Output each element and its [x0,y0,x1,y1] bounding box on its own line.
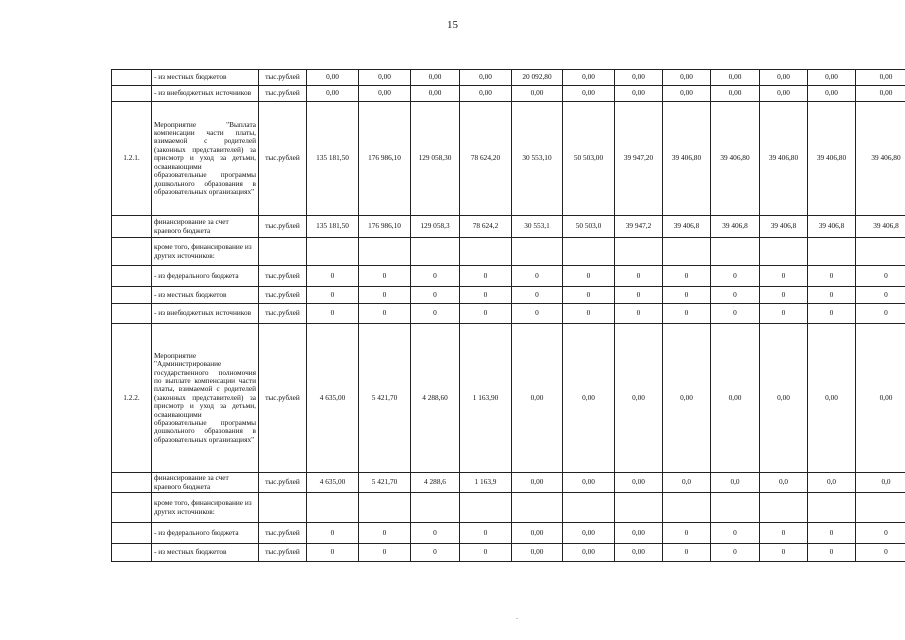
value-cell: 0,00 [512,324,563,473]
value-cell: 0,0 [760,473,808,493]
row-description: финансирование за счет краевого бюджета [152,216,259,238]
row-unit: тыс.рублей [259,216,307,238]
value-cell: 0 [760,523,808,544]
table-row [112,102,905,216]
value-cell: 50 503,00 [563,102,615,216]
value-cell [663,238,711,266]
row-code [112,266,152,287]
value-cell: 0,00 [808,70,856,86]
value-cell: 0 [711,523,760,544]
value-cell: 39 406,80 [711,102,760,216]
value-cell: 0 [808,523,856,544]
value-cell: 30 553,10 [512,102,563,216]
value-cell: 0,00 [808,324,856,473]
value-cell: 1 163,9 [460,473,512,493]
value-cell: 0 [359,266,411,287]
page-number: 15 [447,19,458,31]
value-cell: 0 [711,544,760,562]
table-row [112,70,905,86]
value-cell: 4 288,60 [411,324,460,473]
value-cell: 0 [808,287,856,304]
value-cell: 176 986,10 [359,102,411,216]
value-cell: 0 [760,544,808,562]
table-row [112,86,905,102]
table-row [112,238,905,266]
value-cell [359,238,411,266]
value-cell: 30 553,1 [512,216,563,238]
value-cell: 0,00 [512,544,563,562]
value-cell: 0 [359,523,411,544]
row-description: - из местных бюджетов [152,70,259,86]
value-cell: 0 [307,287,359,304]
value-cell [563,238,615,266]
row-description: - из федерального бюджета [152,523,259,544]
value-cell: 0 [663,544,711,562]
value-cell: 0,00 [359,86,411,102]
value-cell: 0 [856,304,905,324]
value-cell: 0 [808,544,856,562]
row-description: Мероприятие "Администрирование государственного полномочия по выплате компенсации части платы, взимаемой с родителей (законных представителей) за присмотр и уход за детьми, осваивающими образовательные программы дошкольного образования в образовательных организациях" [152,324,259,473]
row-unit: тыс.рублей [259,86,307,102]
value-cell [711,493,760,523]
value-cell: 0 [563,266,615,287]
table-row [112,216,905,238]
value-cell: 0 [512,287,563,304]
value-cell: 0 [856,266,905,287]
value-cell: 78 624,20 [460,102,512,216]
row-description: - из внебюджетных источников [152,86,259,102]
value-cell: 0,0 [663,473,711,493]
table-row [112,287,905,304]
value-cell: 0 [512,266,563,287]
value-cell: 0,00 [808,86,856,102]
value-cell: 0,00 [512,523,563,544]
value-cell: 0 [307,544,359,562]
row-unit: тыс.рублей [259,102,307,216]
value-cell: 0 [307,523,359,544]
value-cell: 0,00 [512,473,563,493]
row-unit: тыс.рублей [259,544,307,562]
row-unit [259,238,307,266]
row-unit: тыс.рублей [259,324,307,473]
value-cell: 0,00 [359,70,411,86]
value-cell: 0 [760,266,808,287]
value-cell: 0 [856,523,905,544]
value-cell: 0 [615,266,663,287]
value-cell: 135 181,50 [307,102,359,216]
value-cell: 129 058,3 [411,216,460,238]
value-cell [359,493,411,523]
value-cell: 0 [411,544,460,562]
row-code [112,70,152,86]
table-row [112,304,905,324]
value-cell: 39 406,8 [663,216,711,238]
value-cell: 0,00 [563,544,615,562]
value-cell: 39 406,8 [711,216,760,238]
value-cell [460,493,512,523]
value-cell: 0,00 [615,86,663,102]
value-cell: 0 [856,287,905,304]
value-cell: 0 [711,287,760,304]
row-unit: тыс.рублей [259,266,307,287]
value-cell: 0,00 [856,70,905,86]
value-cell [663,493,711,523]
row-description: кроме того, финансирование из других источников: [152,238,259,266]
value-cell: 0 [460,544,512,562]
table-row [112,324,905,473]
value-cell: 0 [307,266,359,287]
value-cell: 0 [663,523,711,544]
value-cell: 0 [711,304,760,324]
value-cell: 129 058,30 [411,102,460,216]
value-cell: 0,00 [711,324,760,473]
value-cell: 0,00 [760,324,808,473]
value-cell: 4 635,00 [307,324,359,473]
value-cell: 0 [663,266,711,287]
row-code [112,304,152,324]
value-cell: 135 181,50 [307,216,359,238]
row-code [112,216,152,238]
value-cell: 0 [307,304,359,324]
row-description: - из местных бюджетов [152,287,259,304]
value-cell: 0,00 [760,86,808,102]
value-cell: 0 [856,544,905,562]
value-cell: 0 [663,304,711,324]
value-cell [307,493,359,523]
table-row [112,493,905,523]
value-cell: 0 [615,287,663,304]
value-cell: 0,00 [563,473,615,493]
value-cell: 0 [411,523,460,544]
value-cell: 0,00 [615,70,663,86]
table-row [112,523,905,544]
value-cell: 4 288,6 [411,473,460,493]
value-cell: 39 406,80 [663,102,711,216]
row-unit: тыс.рублей [259,70,307,86]
value-cell: 0,0 [856,473,905,493]
value-cell: 0 [411,266,460,287]
row-code [112,287,152,304]
value-cell: 0 [512,304,563,324]
value-cell: 0,00 [563,70,615,86]
value-cell: 0 [615,304,663,324]
value-cell: 0,00 [411,86,460,102]
value-cell: 0 [411,287,460,304]
row-description: - из федерального бюджета [152,266,259,287]
value-cell: 0,00 [663,86,711,102]
row-unit: тыс.рублей [259,304,307,324]
value-cell: 0,0 [711,473,760,493]
row-description: финансирование за счет краевого бюджета [152,473,259,493]
value-cell: 0 [359,304,411,324]
value-cell: 0,00 [460,86,512,102]
value-cell: 0,00 [615,473,663,493]
value-cell: 0,00 [563,523,615,544]
row-code [112,238,152,266]
value-cell [307,238,359,266]
value-cell: 0,00 [856,86,905,102]
row-unit: тыс.рублей [259,473,307,493]
value-cell: 50 503,0 [563,216,615,238]
row-unit [259,493,307,523]
value-cell: 0 [460,304,512,324]
value-cell: 0,00 [563,324,615,473]
value-cell [760,493,808,523]
value-cell [460,238,512,266]
value-cell: 0 [663,287,711,304]
value-cell [512,493,563,523]
value-cell: 39 406,80 [808,102,856,216]
value-cell: 0,00 [615,324,663,473]
value-cell [760,238,808,266]
value-cell [563,493,615,523]
value-cell: 1 163,90 [460,324,512,473]
value-cell: 5 421,70 [359,324,411,473]
value-cell: 0 [563,287,615,304]
row-description: - из внебюджетных источников [152,304,259,324]
value-cell: 0 [411,304,460,324]
value-cell [808,238,856,266]
value-cell: 0,00 [512,86,563,102]
value-cell [615,238,663,266]
table-row [112,473,905,493]
row-code: 1.2.1. [112,102,152,216]
value-cell [512,238,563,266]
value-cell: 0,00 [411,70,460,86]
table-row [112,544,905,562]
value-cell: 5 421,70 [359,473,411,493]
value-cell: 0,00 [663,70,711,86]
value-cell: 0,00 [760,70,808,86]
row-unit: тыс.рублей [259,287,307,304]
scan-speck: . [516,612,518,621]
value-cell: 39 947,2 [615,216,663,238]
value-cell [411,238,460,266]
value-cell: 39 406,8 [760,216,808,238]
value-cell: 4 635,00 [307,473,359,493]
row-code [112,544,152,562]
row-code [112,473,152,493]
value-cell: 0 [760,304,808,324]
value-cell: 20 092,80 [512,70,563,86]
value-cell: 0,00 [856,324,905,473]
value-cell: 0,0 [808,473,856,493]
value-cell: 39 947,20 [615,102,663,216]
value-cell: 0 [460,287,512,304]
value-cell: 0 [760,287,808,304]
budget-table [111,69,905,562]
value-cell: 0 [460,266,512,287]
value-cell: 0 [359,287,411,304]
row-code: 1.2.2. [112,324,152,473]
value-cell: 0,00 [307,70,359,86]
value-cell: 0 [808,266,856,287]
value-cell: 0 [711,266,760,287]
row-description: - из местных бюджетов [152,544,259,562]
value-cell: 39 406,8 [856,216,905,238]
row-code [112,523,152,544]
row-description: Мероприятие "Выплата компенсации части платы, взимаемой с родителей (законных представителей) за присмотр и уход за детьми, осваивающими образовательные программы дошкольного образования в образовательных организациях" [152,102,259,216]
value-cell: 176 986,10 [359,216,411,238]
value-cell: 0 [460,523,512,544]
value-cell [615,493,663,523]
value-cell [856,238,905,266]
value-cell: 0,00 [663,324,711,473]
value-cell: 0,00 [711,70,760,86]
value-cell: 39 406,80 [760,102,808,216]
value-cell: 0 [808,304,856,324]
value-cell: 0,00 [615,544,663,562]
value-cell: 0 [359,544,411,562]
value-cell [856,493,905,523]
value-cell: 0,00 [307,86,359,102]
value-cell: 0,00 [563,86,615,102]
value-cell: 0,00 [460,70,512,86]
value-cell: 0 [563,304,615,324]
row-unit: тыс.рублей [259,523,307,544]
value-cell [411,493,460,523]
value-cell: 39 406,80 [856,102,905,216]
row-description: кроме того, финансирование из других источников: [152,493,259,523]
row-code [112,86,152,102]
value-cell: 78 624,2 [460,216,512,238]
value-cell [711,238,760,266]
row-code [112,493,152,523]
value-cell: 0,00 [615,523,663,544]
table-row [112,266,905,287]
value-cell: 0,00 [711,86,760,102]
value-cell: 39 406,8 [808,216,856,238]
value-cell [808,493,856,523]
